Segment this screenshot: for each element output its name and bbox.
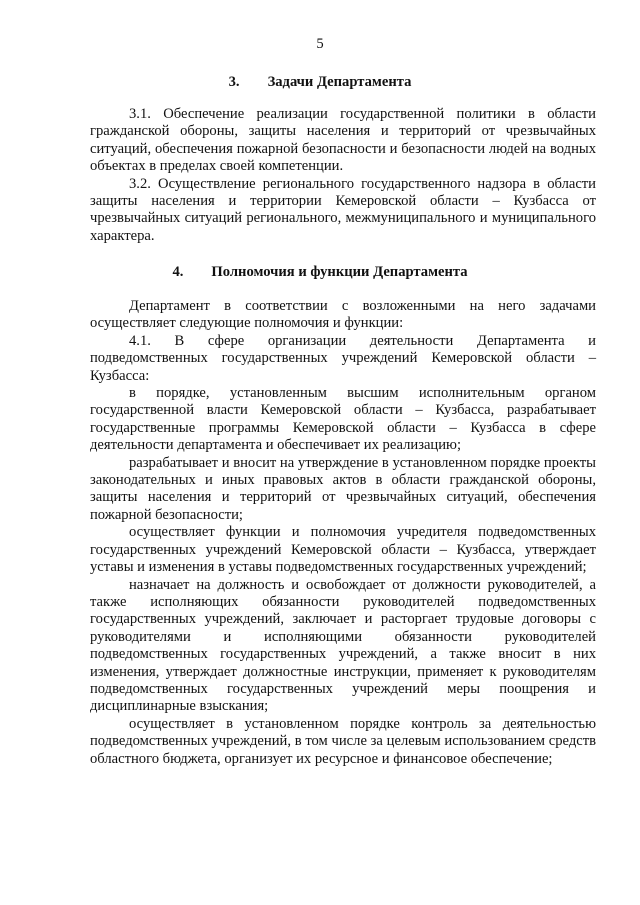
paragraph-4-1-founder: осуществляет функции и полномочия учредителя подведомственных государственных учреждений Кемеровской области – Кузбасса, утверждает уставы и изменения в уставы подведомственных государственных учреждений; (90, 524, 596, 576)
section-3-body (90, 106, 596, 245)
paragraph-4-intro: Департамент в соответствии с возложенными на него задачами осуществляет следующие полномочия и функции: (90, 298, 596, 332)
paragraph-4-1-legislation: разрабатывает и вносит на утверждение в установленном порядке проекты законодательных и иных правовых актов в области гражданской обороны, защиты населения и территорий от чрезвычайных ситуаций, обеспечения пожарной безопасности; (90, 454, 596, 523)
section-4-title: Полномочия и функции Департамента (211, 264, 468, 280)
paragraph-4-1-control: осуществляет в установленном порядке контроль за деятельностью подведомственных учреждений, в том числе за целевым использованием средств областного бюджета, организует их ресурсное и финансовое обеспечение; (90, 715, 596, 767)
paragraph-3-2: 3.2. Осуществление регионального государственного надзора в области защиты населения и территории Кемеровской области – Кузбасса от чрезвычайных ситуаций регионального, межмуниципального и муниципального характера. (90, 175, 596, 244)
paragraph-4-1-appointments: назначает на должность и освобождает от должности руководителей, а также исполняющих обязанности руководителей подведомственных государственных учреждений, заключает и расторгает трудовые договоры с руководителями и исполняющими обязанности руководителей подведомственных государственных учреждений, а также вносит в них изменения, утверждает должностные инструкции, применяет к руководителям подведомственных государственных учреждений меры поощрения и дисциплинарные взыскания; (90, 576, 596, 715)
section-4-number: 4. (172, 264, 184, 280)
page-number: 5 (316, 36, 324, 52)
section-3-heading (0, 74, 640, 91)
section-4-heading (0, 264, 640, 281)
paragraph-4-1-programs: в порядке, установленным высшим исполнительным органом государственной власти Кемеровской области – Кузбасса, разрабатывает государственные программы Кемеровской области – Кузбасса в сфере деятельности департамента и обеспечивает их реализацию; (90, 385, 596, 454)
section-3-title: Задачи Департамента (267, 74, 412, 90)
section-4-body (90, 298, 596, 768)
section-3-number: 3. (228, 74, 240, 90)
paragraph-3-1: 3.1. Обеспечение реализации государственной политики в области гражданской обороны, защиты населения и территорий от чрезвычайных ситуаций, обеспечения пожарной безопасности и безопасности людей на водных объектах в пределах своей компетенции. (90, 106, 596, 175)
paragraph-4-1: 4.1. В сфере организации деятельности Департамента и подведомственных государственных учреждений Кемеровской области – Кузбасса: (90, 332, 596, 384)
